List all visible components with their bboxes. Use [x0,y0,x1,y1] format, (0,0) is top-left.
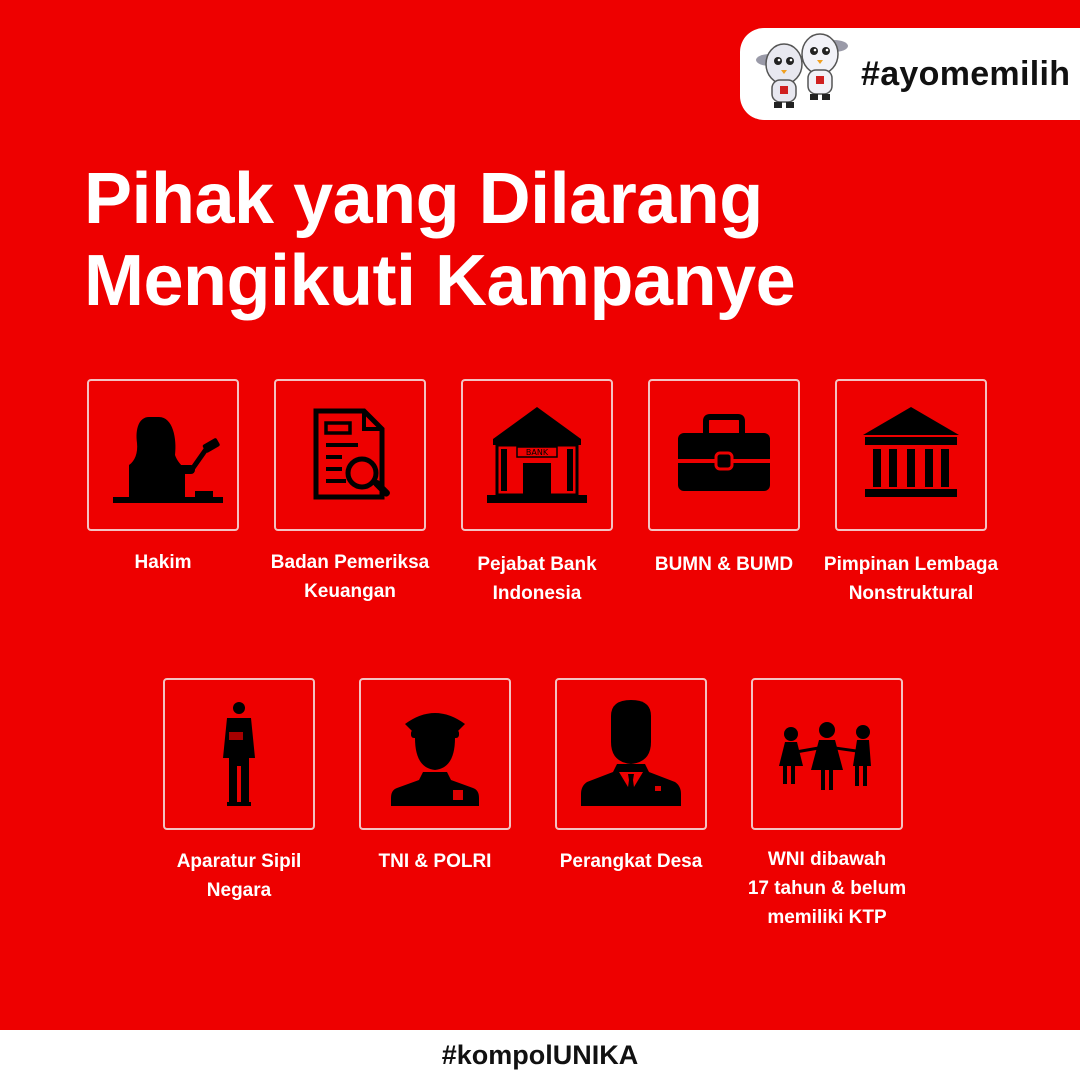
label-bumn: BUMN & BUMD [654,554,794,575]
label-hakim: Hakim [134,552,192,573]
card-lembaga [835,379,987,531]
page-title [84,158,984,322]
footer-bar [0,1030,1080,1080]
label-wni: WNI dibawah 17 tahun & belum memiliki KTP [747,849,907,928]
card-perangkat-desa [555,678,707,830]
official-suit-icon [571,694,691,814]
label-bpk: Badan Pemeriksa Keuangan [270,552,430,602]
bank-building-icon [477,395,597,515]
card-wni [751,678,903,830]
card-asn [163,678,315,830]
title-line-1: Pihak yang Dilarang [84,159,763,239]
card-bank-indonesia [461,379,613,531]
hashtag-pill [740,28,1080,120]
label-bank-indonesia: Pejabat Bank Indonesia [477,554,597,604]
title-line-2: Mengikuti Kampanye [84,241,796,321]
judge-gavel-icon [103,395,223,515]
card-bpk [274,379,426,531]
label-lembaga: Pimpinan Lembaga Nonstruktural [823,554,999,604]
kompolunika-hashtag: #kompolUNIKA [441,1039,639,1070]
label-tni-polri: TNI & POLRI [378,851,492,872]
kpu-mascot-icon [748,30,853,118]
document-magnifier-icon [290,395,410,515]
card-tni-polri [359,678,511,830]
card-hakim [87,379,239,531]
institution-pillars-icon [851,395,971,515]
card-bumn [648,379,800,531]
children-icon [767,694,887,814]
label-perangkat-desa: Perangkat Desa [559,851,703,872]
civil-servant-icon [179,694,299,814]
ayomemilih-hashtag: #ayomemilih [861,54,1071,93]
label-asn: Aparatur Sipil Negara [176,851,302,901]
briefcase-icon [664,395,784,515]
police-officer-icon [375,694,495,814]
svg-text:BANK: BANK [525,448,549,457]
